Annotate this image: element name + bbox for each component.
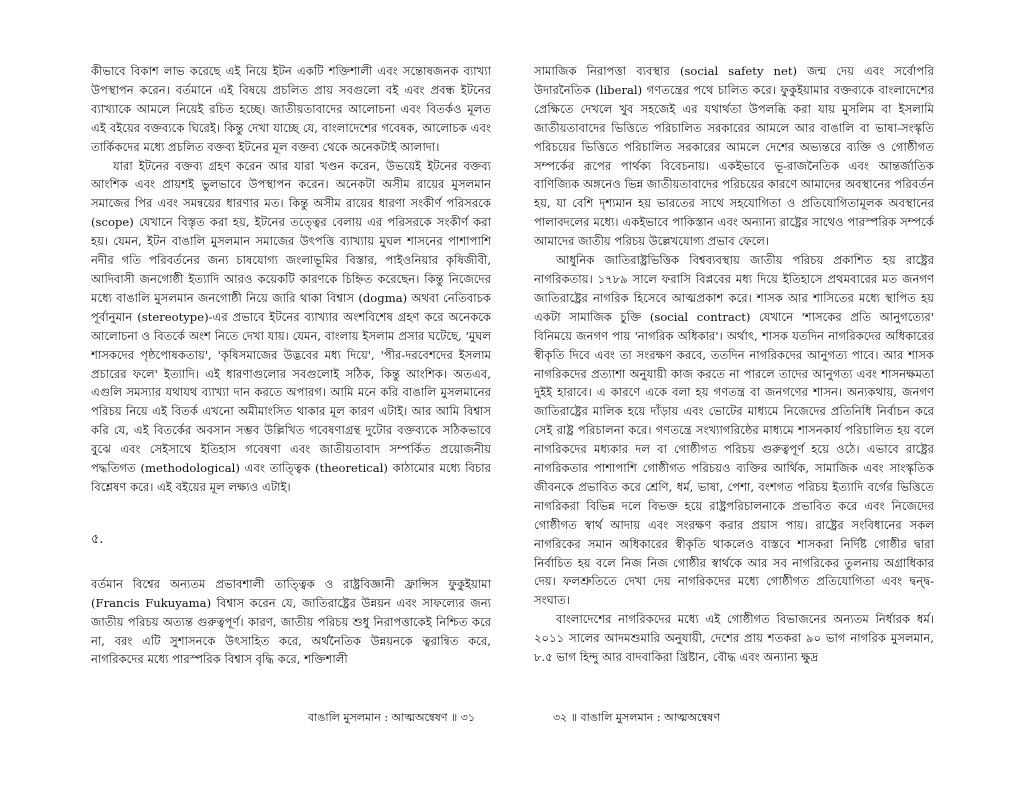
right-paragraph-3: বাংলাদেশের নাগরিকদের মধ্যে এই গোষ্ঠীগত বিভাজনের অন্যতম নির্ধারক ধর্ম। ২০১১ সালের আদমশুমারি অনুযায়ী, দেশের প্রায় শতকরা ৯০ ভাগ নাগরিক মুসলমান, ৮.৫ ভাগ হিন্দু আর বাদবাকিরা খ্রিষ্টান, বৌদ্ধ এবং অন্যান্য ক্ষুদ্র [534, 612, 934, 665]
right-paragraph-2: আধুনিক জাতিরাষ্ট্রভিত্তিক বিশ্বব্যবস্থায় জাতীয় পরিচয় প্রকাশিত হয় রাষ্ট্রের নাগরিকতায়। ১৭৮৯ সালে ফরাসি বিপ্লবের মধ্য দিয়ে ইতিহাসে প্রথমবারের মত জনগণ জাতিরাষ্ট্রের নাগরিক হিসেবে আত্মপ্রকাশ করে। শাসক আর শাসিতের মধ্যে স্থাপিত হয় একটা সামাজিক চুক্তি (social contract) যেখানে 'শাসকের প্রতি আনুগত্যের' বিনিময়ে জনগণ পায় 'নাগরিক অধিকার'। অর্থাৎ, শাসক যতদিন নাগরিকদের অধিকারের স্বীকৃতি দিবে এবং তা সংরক্ষণ করবে, ততদিন নাগরিকদের আনুগত্য পাবে। আর শাসক নাগরিকদের প্রত্যাশা অনুযায়ী কাজ করতে না পারলে তাদের আনুগত্য এবং শাসনক্ষমতা দুইই হারাবে। এ কারণে একে বলা হয় গণতন্ত্র বা জনগণের শাসন। অন্যকথায়, জনগণ জাতিরাষ্ট্রের মালিক হয়ে দাঁড়ায় এবং ভোটের মাধ্যমে নিজেদের প্রতিনিধি নির্বাচন করে সেই রাষ্ট্র পরিচালনা করে। গণতন্ত্রে সংখ্যাগরিষ্ঠের মাধ্যমে শাসনকার্য পরিচালিত হয় বলে নাগরিকদের মধ্যকার দল বা গোষ্ঠীগত পরিচয় গুরুত্বপূর্ণ হয়ে ওঠে। এভাবে রাষ্ট্রের নাগরিকতার পাশাপাশি গোষ্ঠীগত পরিচয়ও ব্যক্তির আর্থিক, সামাজিক এবং সাংস্কৃতিক জীবনকে প্রভাবিত করে শ্রেণি, ধর্ম, ভাষা, পেশা, বংশগত পরিচয় ইত্যাদি বর্গের ভিত্তিতে নাগরিকরা বিভিন্ন দলে বিভক্ত হয়ে রাষ্ট্রপরিচালনাকে প্রভাবিত করে এবং নিজেদের গোষ্ঠীগত স্বার্থ আদায় এবং সংরক্ষণ করার প্রয়াস পায়। রাষ্ট্রের সংবিধানের সকল নাগরিকের সমান অধিকারের স্বীকৃতি থাকলেও বাস্তবে শাসকরা নির্দিষ্ট গোষ্ঠীর দ্বারা নির্বাচিত হয় বলে নিজ নিজ গোষ্ঠীর স্বার্থকে আর সব নাগরিকের তুলনায় অগ্রাধিকার দেয়। ফলশ্রুতিতে দেখা দেয় নাগরিকদের মধ্যে গোষ্ঠীগত প্রতিযোগিতা এবং দ্বন্দ্ব-সংঘাত। [534, 253, 934, 608]
left-paragraph-2: যারা ইটনের বক্তব্য গ্রহণ করেন আর যারা খণ্ডন করেন, উভয়েই ইটনের বক্তব্য আংশিক এবং প্রায়শই ভুলভাবে উপস্থাপন করেন। অনেকটা অসীম রায়ের মুসলমান সমাজের পির এবং সমন্বয়ের ধারণার মত। কিন্তু অসীম রায়ের ধারণা সংকীর্ণ পরিসরকে (scope) যেখানে বিস্তৃত করা হয়, ইটনের তত্ত্বের বেলায় এর পরিসরকে সংকীর্ণ করা হয়। যেমন, ইটন বাঙালি মুসলমান সমাজের উৎপত্তি ব্যাখ্যায় মুঘল শাসনের পাশাপাশি নদীর গতি পরিবর্তনের জন্য চাষযোগ্য জংলাভূমির বিস্তার, পাইওনিয়ার কৃষিজীবী, আদিবাসী জনগোষ্ঠী ইত্যাদি আরও কয়েকটি কারণকে চিহ্নিত করেছেন। কিন্তু নিজেদের মধ্যে বাঙালি মুসলমান জনগোষ্ঠী নিয়ে জারি থাকা বিশ্বাস (dogma) অথবা নেতিবাচক পূর্বানুমান (stereotype)-এর প্রভাবে ইটনের ব্যাখ্যার অংশবিশেষ গ্রহণ করে অনেককে আলোচনা ও বিতর্কে অংশ নিতে দেখা যায়। যেমন, বাংলায় ইসলাম প্রসার ঘটেছে, 'মুঘল শাসকদের পৃষ্ঠপোষকতায়', 'কৃষিসমাজের উদ্ভবের মধ্য দিয়ে', 'পীর-দরবেশদের ইসলাম প্রচারের ফলে' ইত্যাদি। এই ধারণাগুলোর সবগুলোই সঠিক, কিন্তু আংশিক। অতএব, এগুলি সমস্যার যথাযথ ব্যাখ্যা দান করতে অপারগ। আমি মনে করি বাঙালি মুসলমানের পরিচয় নিয়ে এই বিতর্ক এখনো অমীমাংসিত থাকার মূল কারণ এটাই। আর আমি বিশ্বাস করি যে, এই বিতর্কের অবসান সম্ভব উল্লিখিত গবেষণাগ্রন্থ দুটোর বক্তব্যকে সঠিকভাবে বুঝে এবং সেইসাথে ইতিহাস গবেষণা এবং জাতীয়তাবাদ সম্পর্কিত প্রয়োজনীয় পদ্ধতিগত (methodological) এবং তাত্ত্বিক (theoretical) কাঠামোর মধ্যে বিচার বিশ্লেষণ করে। এই বইয়ের মূল লক্ষ্যও এটাই। [91, 158, 491, 494]
left-paragraph-1: কীভাবে বিকাশ লাভ করেছে এই নিয়ে ইটন একটি শক্তিশালী এবং সন্তোষজনক ব্যাখ্যা উপস্থাপন করেন। বর্তমানে এই বিষয়ে প্রচলিত প্রায় সবগুলো বই এবং প্রবন্ধ ইটনের ব্যাখ্যাকে আমলে নিয়েই রচিত হচ্ছে। জাতীয়তাবাদের আলোচনা এবং বিতর্কও মূলত এই বইয়ের বক্তব্যকে ঘিরেই। কিন্তু দেখা যাচ্ছে যে, বাংলাদেশের গবেষক, আলোচক এবং তার্কিকদের মধ্যে প্রচলিত বক্তব্য ইটনের মূল বক্তব্য থেকে অনেকটাই আলাদা। [91, 64, 491, 154]
right-page-footer: ৩২ ॥ বাঙালি মুসলমান : আত্মঅন্বেষণ [553, 711, 720, 724]
right-paragraph-1: সামাজিক নিরাপত্তা ব্যবস্থার (social safety net) জন্ম দেয় এবং সর্বোপরি উদারনৈতিক (liberal) গণতন্ত্রের পথে চালিত করে। ফুকুইয়ামার বক্তব্যকে বাংলাদেশের প্রেক্ষিতে দেখলে খুব সহজেই এর যথার্থতা উপলব্ধি করা যায় মুসলিম বা ইসলামি জাতীয়তাবাদের ভিত্তিতে পরিচালিত সরকারের আমলে আর বাঙালি বা ভাষা-সংস্কৃতি পরিচয়ের ভিত্তিতে পরিচালিত সরকারের আমলে দেশের অভ্যন্তরে ব্যক্তি ও গোষ্ঠীগত সম্পর্কের রূপের পার্থক্য বিবেচনায়। একইভাবে ভূ-রাজনৈতিক এবং আন্তর্জাতিক বাণিজ্যিক অঙ্গনেও ভিন্ন জাতীয়তাবাদের পরিচয়ের কারণে আমাদের অবস্থানের পরিবর্তন হয়, যা বেশি দৃশ্যমান হয় ভারতের সাথে সহযোগিতা ও প্রতিযোগিতামূলক অবস্থানের পালাবদলের মধ্যে। একইভাবে পাকিস্তান এবং অন্যান্য রাষ্ট্রের সাথেও পারস্পরিক সম্পর্কে আমাদের জাতীয় পরিচয় উল্লেখযোগ্য প্রভাব ফেলে। [534, 64, 934, 249]
right-page [534, 62, 934, 752]
section-paragraph: বর্তমান বিশ্বের অন্যতম প্রভাবশালী তাত্ত্বিক ও রাষ্ট্রবিজ্ঞানী ফ্রান্সিস ফুকুইয়ামা (Francis Fukuyama) বিশ্বাস করেন যে, জাতিরাষ্ট্রের উন্নয়ন এবং সাফল্যের জন্য জাতীয় পরিচয় অত্যন্ত গুরুত্বপূর্ণ। কারণ, জাতীয় পরিচয় শুধু নিরাপত্তাকেই নিশ্চিত করে না, বরং এটি সুশাসনকে উৎসাহিত করে, অর্থনৈতিক উন্নয়নকে ত্বরান্বিত করে, নাগরিকদের মধ্যে পারস্পরিক বিশ্বাস বৃদ্ধি করে, শক্তিশালী [91, 576, 491, 667]
section-number: ৫. [91, 531, 104, 547]
left-page-footer: বাঙালি মুসলমান : আত্মঅন্বেষণ ॥ ৩১ [308, 711, 475, 724]
left-page [91, 62, 491, 752]
